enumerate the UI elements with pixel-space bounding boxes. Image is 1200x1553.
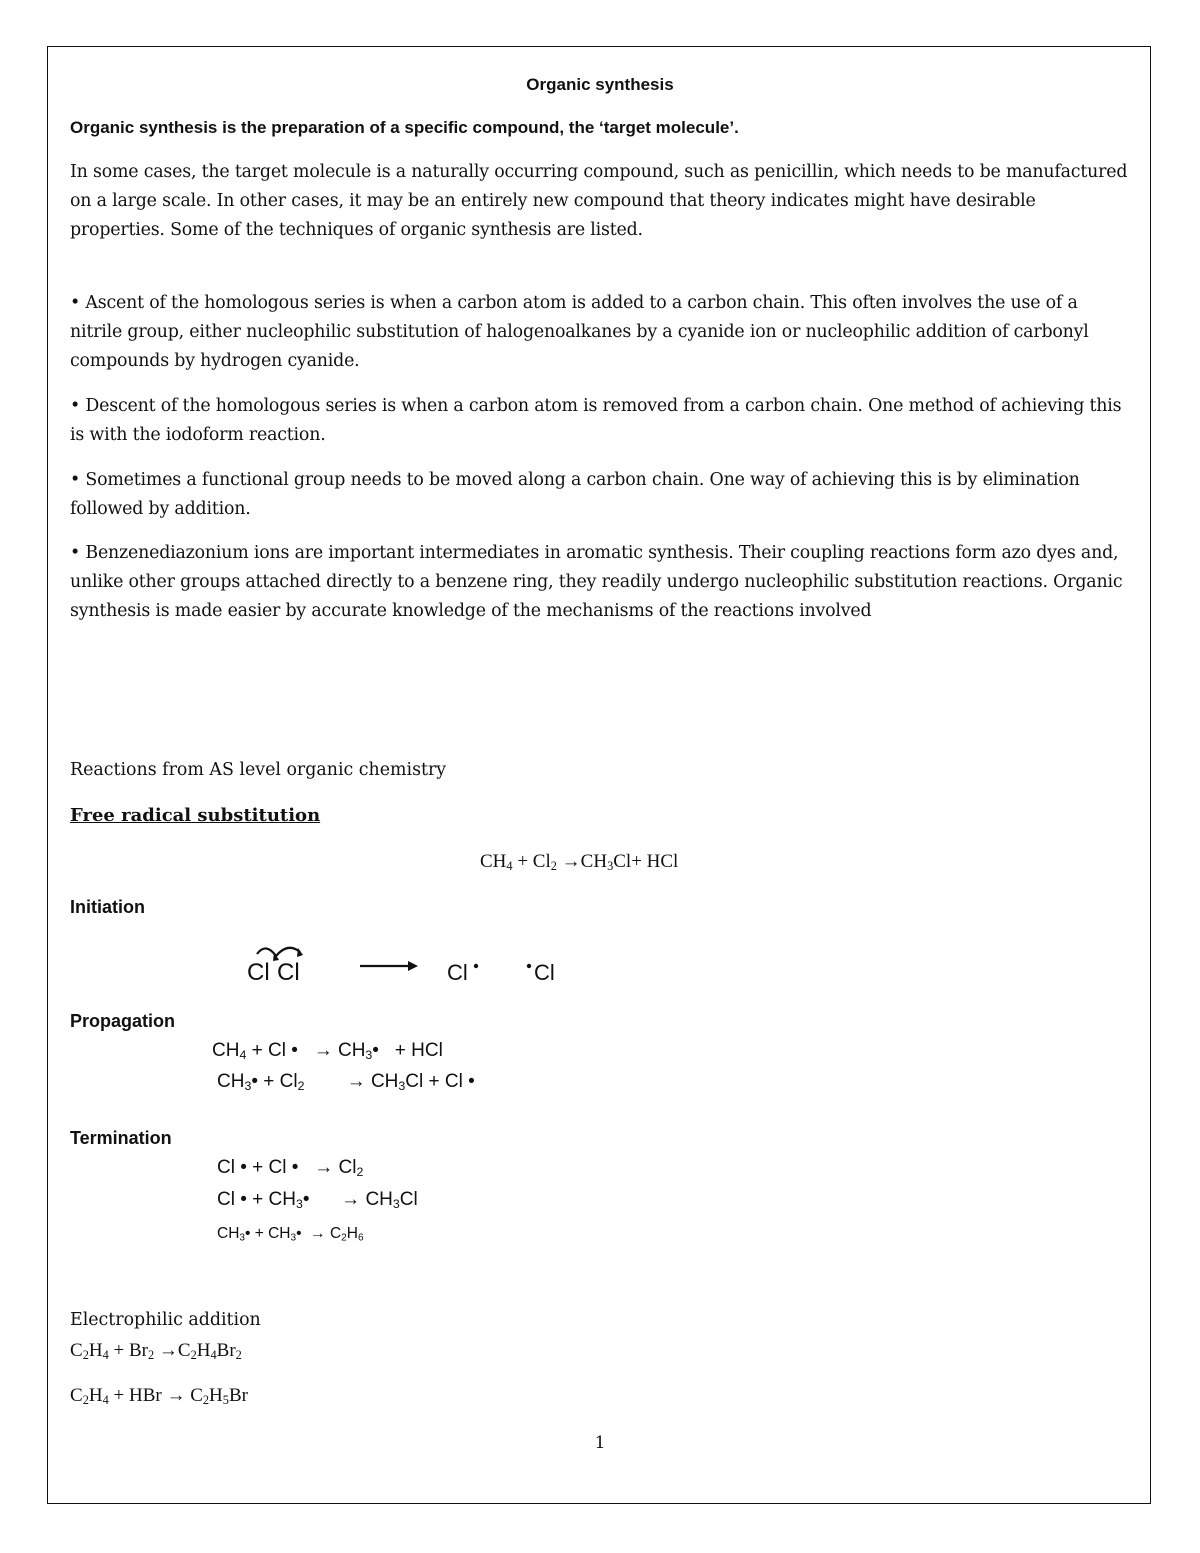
bullet-benzenediazonium: • Benzenediazonium ions are important intermediates in aromatic synthesis. Their coupling reactions form azo dyes and, unlike other groups attached directly to a benzene ring, they readily undergo nucleophilic substitution reactions. Organic synthesis is made easier by accurate knowledge of the mechanisms of the reactions involved (70, 543, 1123, 621)
propagation-step-1: $CH_4 + Cl$ • → $CH_3•$ + HCl (212, 1040, 443, 1063)
radical-dot-1 (474, 964, 478, 968)
chlorine-radical-1: Cl (447, 960, 468, 985)
bullet-ascent: • Ascent of the homologous series is when a carbon atom is added to a carbon chain. This often involves the use of a nitrile group, either nucleophilic substitution of halogenoalkanes by a cyanide ion or nucleophilic addition of carbonyl compounds by hydrogen cyanide. (70, 293, 1089, 371)
termination-step-3: $CH_3•$ + $CH_3• \to C_2H_6$ (217, 1225, 364, 1244)
radical-dot-2 (527, 964, 531, 968)
chlorine-atom-left: Cl (247, 959, 270, 986)
definition: Organic synthesis is the preparation of a specific compound, the ‘target molecule’. (70, 118, 739, 137)
curly-arrow-left (257, 948, 276, 956)
curly-arrow-right (276, 948, 300, 956)
propagation-step-2: $CH_3• + Cl_2$ → $CH_3Cl + Cl$ • (217, 1071, 475, 1094)
initiation-diagram (240, 940, 580, 990)
termination-heading: Termination (70, 1128, 172, 1148)
overall-equation: $CH_4 + Cl_2 \to CH_3Cl+$ HCl (480, 851, 679, 874)
free-radical-heading: Free radical substitution (70, 805, 321, 826)
arrowhead-right (297, 948, 303, 957)
initiation-heading: Initiation (70, 897, 145, 917)
bullet-descent: • Descent of the homologous series is when a carbon atom is removed from a carbon chain. One method of achieving this is with the iodoform reaction. (70, 396, 1122, 445)
bullet-functional-group: • Sometimes a functional group needs to be moved along a carbon chain. One way of achieving this is by elimination followed by addition. (70, 470, 1080, 519)
propagation-heading: Propagation (70, 1011, 176, 1031)
page-title: Organic synthesis (526, 75, 674, 94)
electrophilic-heading: Electrophilic addition (70, 1310, 261, 1330)
electrophilic-equation-2: $C_2H_4$ + HBr → $C_2H_5Br$ (70, 1385, 248, 1408)
termination-step-1: Cl • + Cl • → $Cl_2$ (217, 1157, 364, 1180)
chlorine-radical-2: Cl (534, 960, 555, 985)
intro-paragraph: In some cases, the target molecule is a naturally occurring compound, such as penicillin, which needs to be manufactured on a large scale. In other cases, it may be an entirely new compound that theory indicates might have desirable properties. Some of the techniques of organic synthesis are listed. (70, 162, 1128, 240)
reaction-arrowhead (408, 961, 418, 971)
chlorine-atom-right: Cl (277, 959, 300, 986)
termination-step-2: Cl • + $CH_3•$ → $CH_3Cl$ (217, 1189, 418, 1212)
as-level-heading: Reactions from AS level organic chemistry (70, 760, 447, 780)
page-number: 1 (594, 1433, 606, 1453)
electrophilic-equation-1: $C_2H_4 + Br_2 \to C_2H_4Br_2$ (70, 1340, 242, 1363)
